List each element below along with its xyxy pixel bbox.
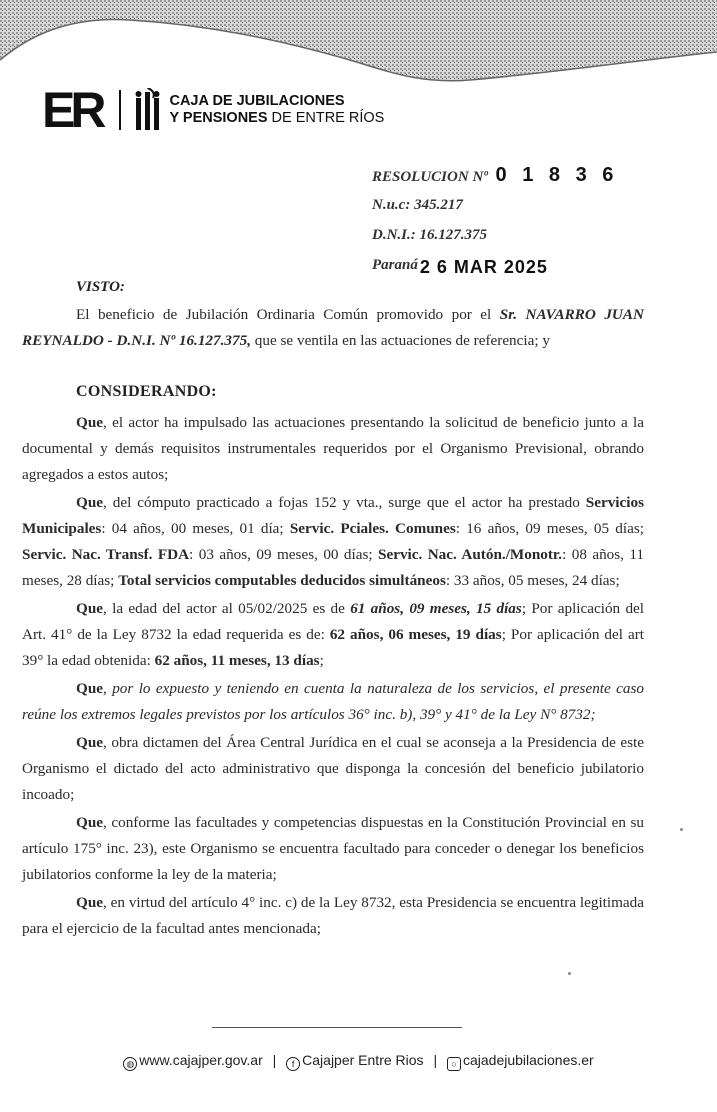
que-label: Que [76,894,104,911]
visto-text-a: El beneficio de Jubilación Ordinaria Común promovido por el [76,306,500,323]
p2-text: : 16 años, 09 meses, 05 días; [455,520,644,537]
place-label: Paraná [372,257,418,273]
resolution-number-line [372,160,618,190]
p2-text: , del cómputo practicado a fojas 152 y vta., surge que el actor ha prestado [103,494,586,511]
service-autonomous: Servic. Nac. Autón./Monotr. [378,546,563,563]
nuc-line: N.u.c: 345.217 [372,197,463,213]
p2-text: : 03 años, 09 meses, 00 días; [189,546,379,563]
considerando-heading: CONSIDERANDO: [76,383,217,400]
caja-emblem-icon [133,88,161,132]
p6-text: , conforme las facultades y competencias dispuestas en la Constitución Provincial en su artículo 175° inc. 23), este Organismo se encuentra facultado para conceder o denegar los beneficios jubilatorios conforme la ley de la materia; [22,814,644,883]
org-line-2-rest: DE ENTRE RÍOS [267,110,385,126]
scan-edge-decoration [0,0,717,90]
globe-icon: ◍ [123,1057,137,1071]
footer-separator: | [433,1052,438,1068]
p3-text: , la edad del actor al 05/02/2025 es de [103,600,351,617]
que-label: Que [76,414,104,431]
considerando-paragraph-2 [22,490,644,594]
p1-text: , el actor ha impulsado las actuaciones presentando la solicitud de beneficio junto a la documental y demás requisitos instrumentales requeridos por el Organismo Previsional, obrando agregados a estos autos; [22,414,644,483]
visto-text-c: que se ventila en las actuaciones de referencia; y [251,332,550,349]
service-national-fda: Servic. Nac. Transf. FDA [22,546,190,563]
considerando-section [22,410,644,942]
logo-separator [119,90,121,130]
age-obtained: 62 años, 11 meses, 13 días [154,652,320,669]
p3-text: ; [319,652,324,669]
visto-section [22,302,644,354]
que-label: Que [76,734,104,751]
dni-line: D.N.I.: 16.127.375 [372,227,487,243]
p2-text: : 33 años, 05 meses, 24 días; [445,572,620,589]
date-stamp: 2 6 MAR 2025 [419,257,548,277]
visto-beneficiary: Sr. NAVARRO JUAN REYNALDO - D.N.I. Nº 16.127.375, [22,306,644,349]
considerando-paragraph-1 [22,410,644,488]
resolution-block [372,160,618,280]
institution-header [42,82,385,138]
service-total: Total servicios computables deducidos simultáneos [118,572,446,589]
p2-text: : 04 años, 00 meses, 01 día; [101,520,290,537]
p7-text: , en virtud del artículo 4° inc. c) de la Ley 8732, esta Presidencia se encuentra legitimada para el ejercicio de la facultad antes mencionada; [22,894,644,937]
scan-speck [568,972,571,975]
que-label: Que [76,680,104,697]
age-actual: 61 años, 09 meses, 15 días [350,600,522,617]
date-line [372,250,618,280]
p3-text: ; Por aplicación del Art. 41° de la Ley 8732 la edad requerida es de: [22,600,644,643]
org-line-1: CAJA DE JUBILACIONES [169,93,345,109]
instagram-icon: ○ [447,1057,461,1071]
que-label: Que [76,494,104,511]
footer [0,1052,717,1071]
scan-speck [680,828,683,831]
resolution-prefix: Nº [472,169,488,185]
signature-line [212,1027,462,1028]
er-logo: ER [42,82,102,138]
service-provincial: Servic. Pciales. Comunes [289,520,456,537]
service-municipal: Servicios Municipales [22,494,644,537]
considerando-paragraph-5 [22,730,644,808]
considerando-paragraph-4 [22,676,644,728]
footer-facebook-link[interactable]: Cajajper Entre Rios [302,1052,424,1068]
considerando-paragraph-6 [22,810,644,888]
p3-text: ; Por aplicación del art 39° la edad obtenida: [22,626,645,669]
footer-website-link[interactable]: www.cajajper.gov.ar [139,1052,263,1068]
p2-text: : 08 años, 11 meses, 28 días; [22,546,644,589]
considerando-paragraph-3 [22,596,644,674]
institution-name [169,93,384,127]
visto-paragraph [22,302,644,354]
que-label: Que [76,600,104,617]
resolution-label: RESOLUCION [372,169,469,185]
footer-instagram-link[interactable]: cajadejubilaciones.er [462,1052,594,1068]
p5-text: , obra dictamen del Área Central Jurídica en el cual se aconseja a la Presidencia de este Organismo el dictado del acto administrativo que disponga la concesión del beneficio jubilatorio incoado; [22,734,644,803]
considerando-paragraph-7 [22,890,644,942]
resolution-number: 0 1 8 3 6 [495,164,619,186]
facebook-icon: f [286,1057,300,1071]
footer-separator: | [272,1052,277,1068]
que-label: Que [76,814,104,831]
org-line-2-bold: Y PENSIONES [169,110,268,126]
visto-heading: VISTO: [76,279,125,295]
p4-text: , por lo expuesto y teniendo en cuenta la naturaleza de los servicios, el presente caso reúne los extremos legales previstos por los artículos 36° inc. b), 39° y 41° de la Ley N° 8732; [22,680,644,723]
age-required: 62 años, 06 meses, 19 días [329,626,502,643]
